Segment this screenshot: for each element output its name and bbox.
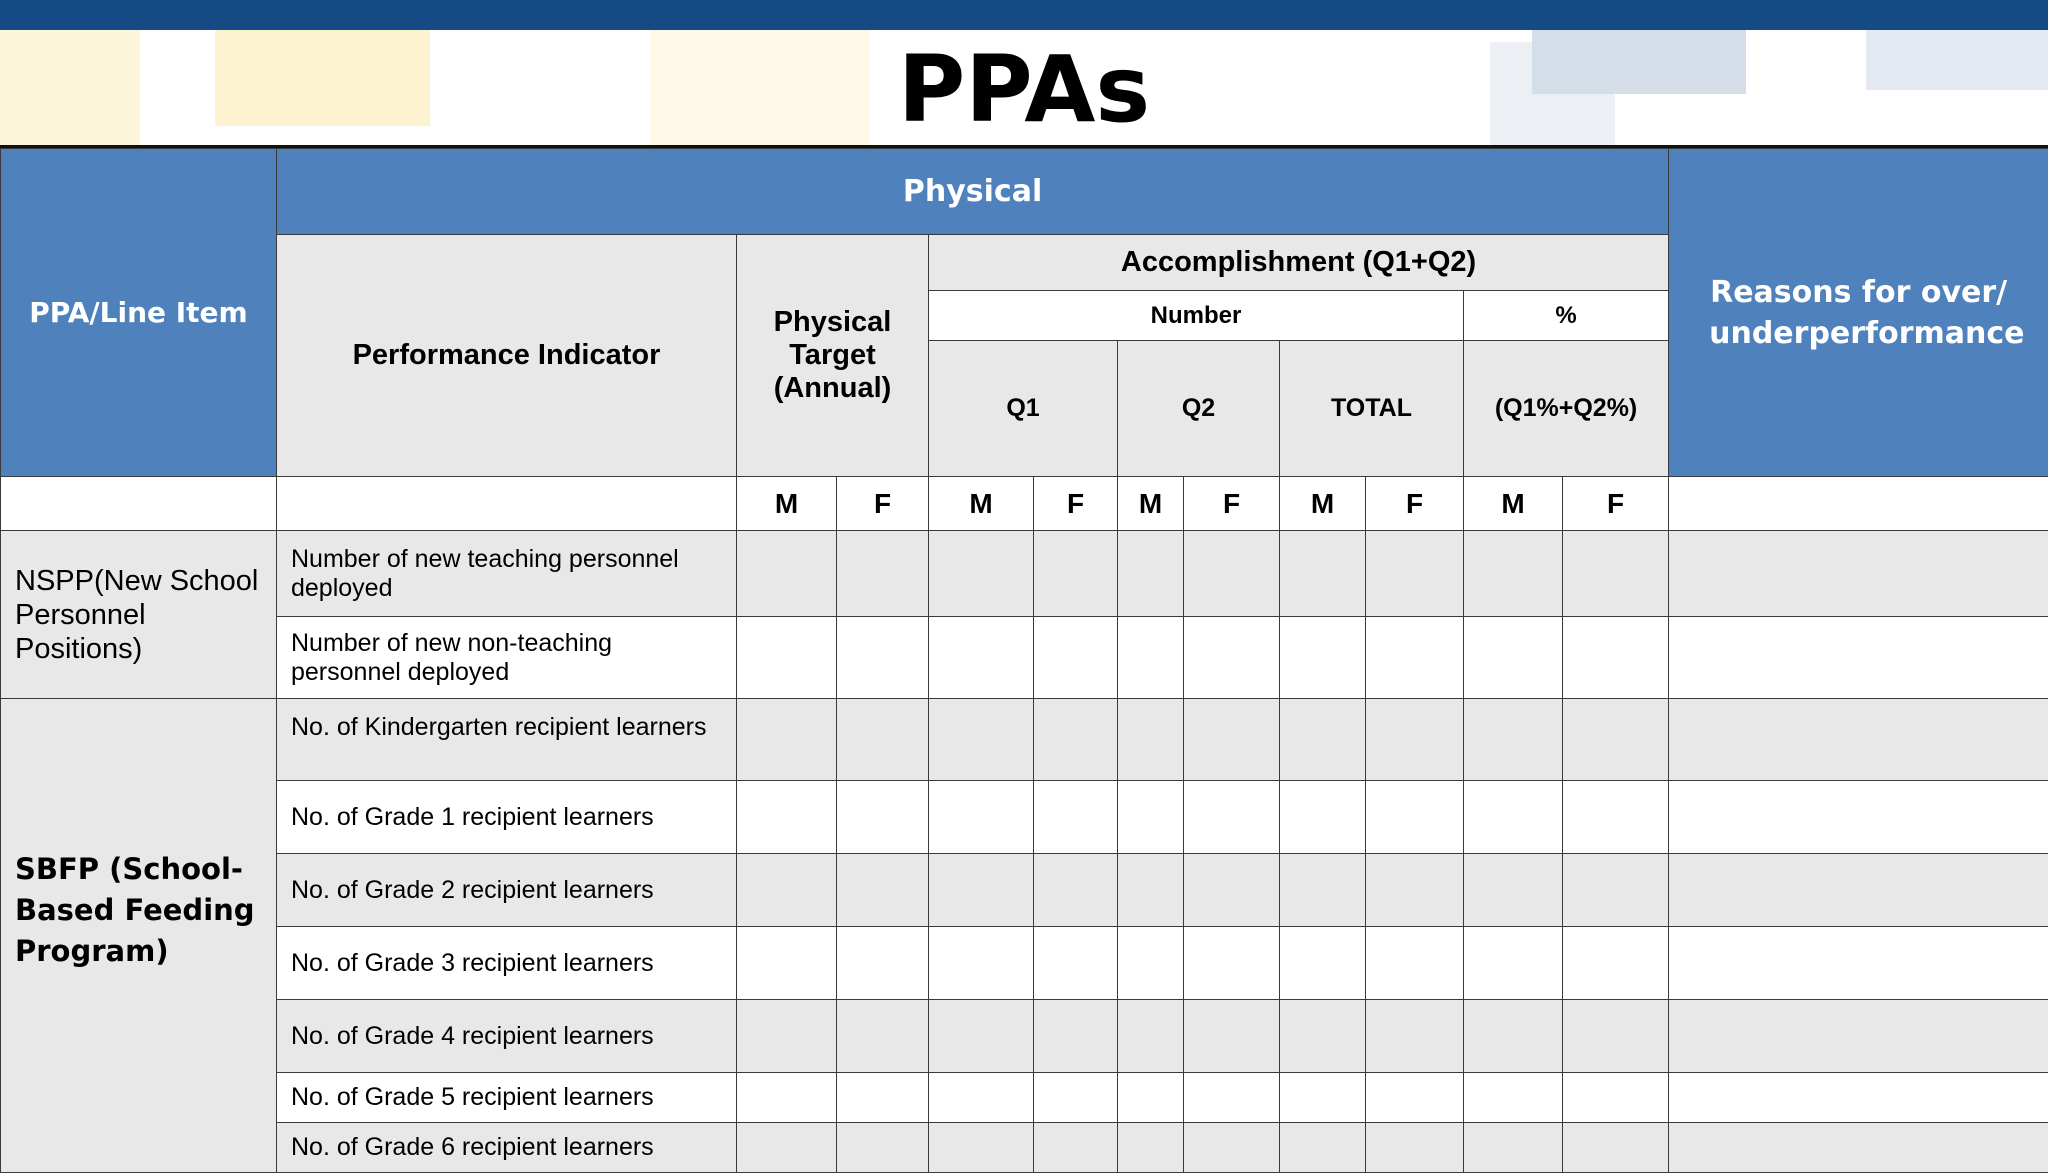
data-cell[interactable] [1118,617,1184,699]
data-cell[interactable] [1464,617,1563,699]
reason-cell[interactable] [1669,927,2048,1000]
data-cell[interactable] [1280,854,1366,927]
ppa-group-label: NSPP(New School Personnel Positions) [1,531,277,699]
data-cell[interactable] [1563,699,1669,781]
table-row [1,699,2048,781]
data-cell[interactable] [837,781,929,854]
indicator-cell: No. of Grade 2 recipient learners [277,854,737,927]
reason-cell[interactable] [1669,699,2048,781]
data-cell[interactable] [1184,531,1280,617]
data-cell[interactable] [1280,1073,1366,1123]
data-cell[interactable] [1184,1000,1280,1073]
ppa-table [0,148,2048,1173]
data-cell[interactable] [1366,854,1464,927]
table-row [1,1073,2048,1123]
data-cell[interactable] [1118,854,1184,927]
table-row [1,854,2048,927]
header-percent: % [1464,291,1669,341]
data-cell[interactable] [1464,927,1563,1000]
data-cell[interactable] [1563,1000,1669,1073]
data-cell[interactable] [1563,927,1669,1000]
total-m-label: M [1280,477,1366,531]
header-percent-formula: (Q1%+Q2%) [1464,341,1669,477]
header-physical: Physical [277,149,1669,235]
data-cell[interactable] [1280,1123,1366,1173]
data-cell[interactable] [1118,699,1184,781]
data-cell[interactable] [1184,617,1280,699]
data-cell[interactable] [1034,781,1118,854]
data-cell[interactable] [1034,1073,1118,1123]
data-cell[interactable] [1034,854,1118,927]
data-cell[interactable] [1464,781,1563,854]
target-m-label: M [737,477,837,531]
data-cell[interactable] [929,699,1034,781]
data-cell[interactable] [1280,699,1366,781]
data-cell[interactable] [1366,531,1464,617]
data-cell[interactable] [1184,854,1280,927]
data-cell[interactable] [837,531,929,617]
table-row [1,617,2048,699]
data-cell[interactable] [737,781,837,854]
reason-cell[interactable] [1669,1000,2048,1073]
table-row [1,1000,2048,1073]
data-cell[interactable] [1563,781,1669,854]
table-row [1,781,2048,854]
data-cell[interactable] [1464,699,1563,781]
indicator-cell: No. of Grade 1 recipient learners [277,781,737,854]
data-cell[interactable] [1118,1000,1184,1073]
data-cell[interactable] [929,1073,1034,1123]
data-cell[interactable] [837,1000,929,1073]
table-row [1,531,2048,617]
data-cell[interactable] [737,927,837,1000]
data-cell[interactable] [1280,531,1366,617]
ppa-group-label: SBFP (School-Based Feeding Program) [1,699,277,1173]
mf-row-blank-cell [1,477,277,531]
data-cell[interactable] [929,854,1034,927]
data-cell[interactable] [929,1123,1034,1173]
data-cell[interactable] [929,531,1034,617]
data-cell[interactable] [1464,854,1563,927]
data-cell[interactable] [1184,1123,1280,1173]
header-ppa-line-item: PPA/Line Item [1,149,277,477]
data-cell[interactable] [1034,1000,1118,1073]
data-cell[interactable] [1034,927,1118,1000]
reason-cell[interactable] [1669,531,2048,617]
data-cell[interactable] [1464,1000,1563,1073]
q1-f-label: F [1034,477,1118,531]
data-cell[interactable] [837,699,929,781]
mf-row-blank-cell [1669,477,2048,531]
data-cell[interactable] [1366,699,1464,781]
data-cell[interactable] [1118,927,1184,1000]
data-cell[interactable] [737,1000,837,1073]
header-q2: Q2 [1118,341,1280,477]
data-cell[interactable] [1280,1000,1366,1073]
top-accent-bar [0,0,2048,30]
data-cell[interactable] [737,1073,837,1123]
data-cell[interactable] [1034,1123,1118,1173]
indicator-cell: No. of Grade 4 recipient learners [277,1000,737,1073]
data-cell[interactable] [1034,699,1118,781]
data-cell[interactable] [1563,617,1669,699]
data-cell[interactable] [737,531,837,617]
table-row [1,1123,2048,1173]
data-cell[interactable] [1184,1073,1280,1123]
data-cell[interactable] [837,854,929,927]
data-cell[interactable] [737,1123,837,1173]
data-cell[interactable] [1034,617,1118,699]
header-total: TOTAL [1280,341,1464,477]
reason-cell[interactable] [1669,781,2048,854]
data-cell[interactable] [1280,927,1366,1000]
mf-row-blank-cell [277,477,737,531]
header-reasons: Reasons for over/ underperformance [1669,149,2048,477]
data-cell[interactable] [1366,781,1464,854]
data-cell[interactable] [1184,927,1280,1000]
data-cell[interactable] [1464,1073,1563,1123]
data-cell[interactable] [1563,1123,1669,1173]
reason-cell[interactable] [1669,1073,2048,1123]
total-f-label: F [1366,477,1464,531]
data-cell[interactable] [737,699,837,781]
data-cell[interactable] [1366,1073,1464,1123]
data-cell[interactable] [1366,1000,1464,1073]
indicator-cell: No. of Grade 5 recipient learners [277,1073,737,1123]
slide-title: PPAs [0,34,2048,146]
data-cell[interactable] [1563,1073,1669,1123]
indicator-cell: No. of Grade 3 recipient learners [277,927,737,1000]
data-cell[interactable] [1118,531,1184,617]
data-cell[interactable] [1118,1073,1184,1123]
data-cell[interactable] [929,927,1034,1000]
header-physical-target: Physical Target (Annual) [737,235,929,477]
q2-f-label: F [1184,477,1280,531]
data-cell[interactable] [1366,927,1464,1000]
q1-m-label: M [929,477,1034,531]
data-cell[interactable] [837,1073,929,1123]
q2-m-label: M [1118,477,1184,531]
header-q1: Q1 [929,341,1118,477]
data-cell[interactable] [1034,531,1118,617]
data-cell[interactable] [929,1000,1034,1073]
data-cell[interactable] [1184,781,1280,854]
data-cell[interactable] [737,617,837,699]
data-cell[interactable] [737,854,837,927]
indicator-cell: Number of new teaching personnel deployed [277,531,737,617]
reason-cell[interactable] [1669,854,2048,927]
data-cell[interactable] [929,781,1034,854]
header-number: Number [929,291,1464,341]
data-cell[interactable] [837,927,929,1000]
data-cell[interactable] [1118,781,1184,854]
indicator-cell: No. of Grade 6 recipient learners [277,1123,737,1173]
header-accomplishment: Accomplishment (Q1+Q2) [929,235,1669,291]
data-cell[interactable] [929,617,1034,699]
header-performance-indicator: Performance Indicator [277,235,737,477]
data-cell[interactable] [1280,617,1366,699]
data-cell[interactable] [837,617,929,699]
data-cell[interactable] [1118,1123,1184,1173]
data-cell[interactable] [837,1123,929,1173]
table-row [1,927,2048,1000]
percent-m-label: M [1464,477,1563,531]
reason-cell[interactable] [1669,1123,2048,1173]
data-cell[interactable] [1366,617,1464,699]
data-cell[interactable] [1563,854,1669,927]
data-cell[interactable] [1464,1123,1563,1173]
data-cell[interactable] [1280,781,1366,854]
data-cell[interactable] [1366,1123,1464,1173]
target-f-label: F [837,477,929,531]
data-cell[interactable] [1184,699,1280,781]
indicator-cell: Number of new non-teaching personnel deployed [277,617,737,699]
reason-cell[interactable] [1669,617,2048,699]
percent-f-label: F [1563,477,1669,531]
data-cell[interactable] [1464,531,1563,617]
indicator-cell: No. of Kindergarten recipient learners [277,699,737,781]
data-cell[interactable] [1563,531,1669,617]
